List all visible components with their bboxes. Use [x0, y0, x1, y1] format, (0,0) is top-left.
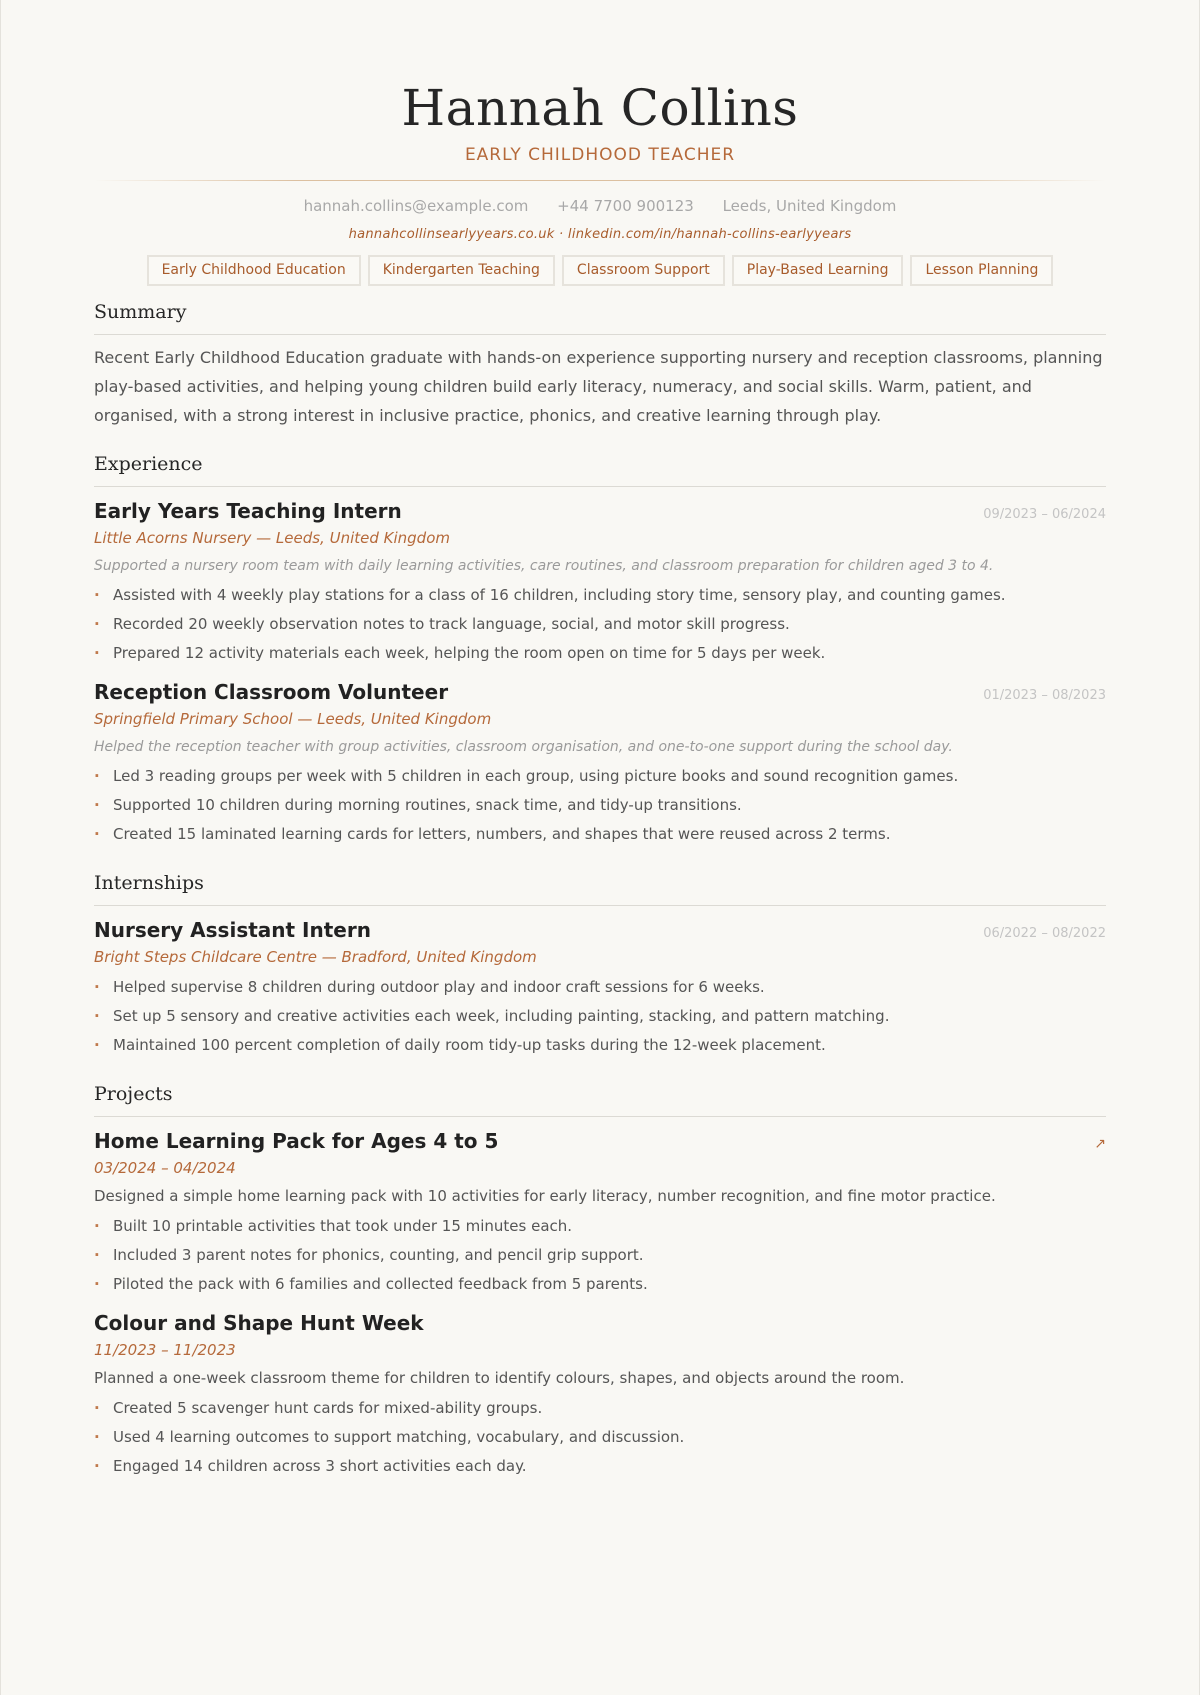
- experience-entry: [94, 498, 1106, 668]
- entry-date: 06/2022 – 08/2022: [983, 926, 1106, 941]
- internship-entry: [94, 917, 1106, 1060]
- skill-tag: Kindergarten Teaching: [368, 255, 555, 286]
- contact-row: [94, 196, 1106, 216]
- entry-date: 11/2023 – 11/2023: [94, 1341, 236, 1359]
- entry-title: Home Learning Pack for Ages 4 to 5: [94, 1129, 499, 1153]
- candidate-role: EARLY CHILDHOOD TEACHER: [464, 145, 736, 165]
- header-divider: [94, 180, 1106, 181]
- entry-org: Springfield Primary School — Leeds, United Kingdom: [94, 710, 492, 728]
- skill-tag: Lesson Planning: [910, 255, 1053, 286]
- section-title: Internships: [94, 871, 1106, 906]
- entry-bullets: [94, 1394, 1106, 1481]
- section-title: Summary: [94, 300, 1106, 335]
- list-item: · Maintained 100 percent completion of daily room tidy-up tasks during the 12-week placement.: [94, 1031, 1106, 1060]
- contact-location: Leeds, United Kingdom: [722, 197, 897, 215]
- section-title: Projects: [94, 1082, 1106, 1117]
- list-item: · Engaged 14 children across 3 short activities each day.: [94, 1452, 1106, 1481]
- skill-tag: Play-Based Learning: [732, 255, 904, 286]
- entry-bullets: [94, 1212, 1106, 1299]
- list-item: · Piloted the pack with 6 families and collected feedback from 5 parents.: [94, 1270, 1106, 1299]
- projects-section: [94, 1082, 1106, 1481]
- resume-header: [94, 0, 1106, 286]
- list-item: · Assisted with 4 weekly play stations for a class of 16 children, including story time, sensory play, and counting games.: [94, 581, 1106, 610]
- entry-description: Planned a one-week classroom theme for children to identify colours, shapes, and objects around the room.: [94, 1369, 905, 1387]
- entry-org: Bright Steps Childcare Centre — Bradford, United Kingdom: [94, 948, 537, 966]
- project-entry: [94, 1310, 1106, 1481]
- candidate-name: Hannah Collins: [401, 79, 799, 137]
- entry-bullets: [94, 581, 1106, 668]
- contact-email[interactable]: hannah.collins@example.com: [303, 197, 529, 215]
- entry-date: 01/2023 – 08/2023: [983, 688, 1106, 703]
- entry-bullets: [94, 762, 1106, 849]
- contact-links[interactable]: hannahcollinsearlyyears.co.uk · linkedin.com/in/hannah-collins-earlyyears: [348, 227, 852, 242]
- entry-title: Early Years Teaching Intern: [94, 499, 402, 523]
- section-title: Experience: [94, 452, 1106, 487]
- entry-date: 09/2023 – 06/2024: [983, 507, 1106, 522]
- list-item: · Set up 5 sensory and creative activities each week, including painting, stacking, and pattern matching.: [94, 1002, 1106, 1031]
- list-item: · Built 10 printable activities that took under 15 minutes each.: [94, 1212, 1106, 1241]
- list-item: · Included 3 parent notes for phonics, counting, and pencil grip support.: [94, 1241, 1106, 1270]
- list-item: · Created 5 scavenger hunt cards for mixed-ability groups.: [94, 1394, 1106, 1423]
- entry-title: Nursery Assistant Intern: [94, 918, 371, 942]
- list-item: · Helped supervise 8 children during outdoor play and indoor craft sessions for 6 weeks.: [94, 973, 1106, 1002]
- experience-section: [94, 452, 1106, 849]
- project-entry: [94, 1128, 1106, 1299]
- entry-date: 03/2024 – 04/2024: [94, 1159, 236, 1177]
- internships-section: [94, 871, 1106, 1060]
- list-item: · Used 4 learning outcomes to support matching, vocabulary, and discussion.: [94, 1423, 1106, 1452]
- entry-description: Supported a nursery room team with daily learning activities, care routines, and classroom preparation for children aged 3 to 4.: [94, 558, 994, 574]
- experience-entry: [94, 679, 1106, 849]
- skill-tag: Early Childhood Education: [147, 255, 361, 286]
- list-item: · Led 3 reading groups per week with 5 children in each group, using picture books and sound recognition games.: [94, 762, 1106, 791]
- entry-bullets: [94, 973, 1106, 1060]
- entry-title: Colour and Shape Hunt Week: [94, 1311, 424, 1335]
- contact-phone[interactable]: +44 7700 900123: [557, 197, 694, 215]
- summary-section: [94, 300, 1106, 430]
- entry-org: Little Acorns Nursery — Leeds, United Kingdom: [94, 529, 450, 547]
- entry-title: Reception Classroom Volunteer: [94, 680, 449, 704]
- external-link-icon[interactable]: ↗: [1094, 1136, 1106, 1152]
- list-item: · Prepared 12 activity materials each week, helping the room open on time for 5 days per week.: [94, 639, 1106, 668]
- entry-description: Helped the reception teacher with group activities, classroom organisation, and one-to-one support during the school day.: [94, 739, 953, 755]
- skill-tags: [94, 255, 1106, 286]
- summary-text: Recent Early Childhood Education graduate with hands-on experience supporting nursery and reception classrooms, planning play-based activities, and helping young children build early literacy, numeracy, and social skills. Warm, patient, and organised, with a strong interest in inclusive practice, phonics, and creative learning through play.: [94, 348, 1103, 425]
- entry-description: Designed a simple home learning pack with 10 activities for early literacy, number recognition, and fine motor practice.: [94, 1187, 996, 1205]
- skill-tag: Classroom Support: [562, 255, 725, 286]
- list-item: · Created 15 laminated learning cards for letters, numbers, and shapes that were reused across 2 terms.: [94, 820, 1106, 849]
- list-item: · Recorded 20 weekly observation notes to track language, social, and motor skill progress.: [94, 610, 1106, 639]
- list-item: · Supported 10 children during morning routines, snack time, and tidy-up transitions.: [94, 791, 1106, 820]
